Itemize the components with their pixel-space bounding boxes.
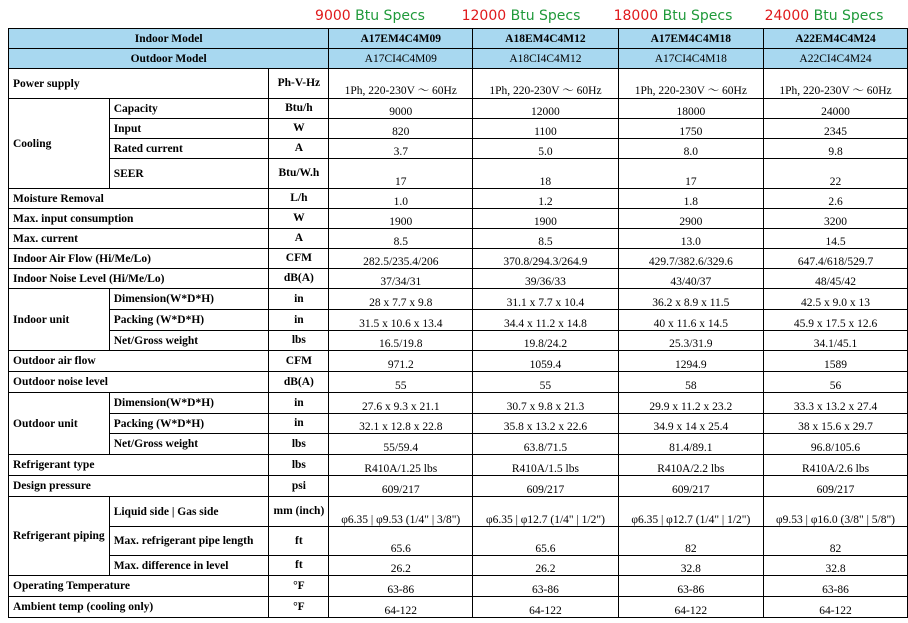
- row-value: 96.8/105.6: [764, 434, 908, 455]
- row-label: Indoor Noise Level (Hi/Me/Lo): [9, 269, 269, 289]
- row-value: 63-86: [473, 576, 618, 597]
- row-unit: in: [269, 414, 329, 434]
- row-unit: Btu/h: [269, 99, 329, 119]
- design-pressure-row: [9, 476, 908, 497]
- max-current-row: [9, 229, 908, 249]
- row-value: 1.8: [618, 189, 763, 209]
- indoor-unit-group-label: Indoor unit: [9, 289, 110, 351]
- row-label: Ambient temp (cooling only): [9, 597, 269, 618]
- outdoor-model-row: [9, 49, 908, 69]
- row-label: Outdoor noise level: [9, 372, 269, 393]
- row-value: 81.4/89.1: [618, 434, 763, 455]
- row-label: Net/Gross weight: [109, 331, 269, 351]
- row-label: Operating Temperature: [9, 576, 269, 597]
- row-value: 64-122: [329, 597, 473, 618]
- row-unit: lbs: [269, 455, 329, 476]
- spec-header-12000: [445, 6, 597, 26]
- row-value: R410A/1.25 lbs: [329, 455, 473, 476]
- row-value: 27.6 x 9.3 x 21.1: [329, 393, 473, 414]
- row-value: 82: [618, 527, 763, 556]
- row-unit: in: [269, 289, 329, 310]
- row-value: 8.0: [618, 139, 763, 159]
- row-value: 32.8: [618, 556, 763, 576]
- row-value: 5.0: [473, 139, 618, 159]
- row-unit: in: [269, 393, 329, 414]
- row-unit: A: [269, 139, 329, 159]
- row-value: 8.5: [473, 229, 618, 249]
- row-unit: °F: [269, 576, 329, 597]
- row-label: Capacity: [109, 99, 269, 119]
- operating-temp-row: [9, 576, 908, 597]
- row-value: φ6.35 | φ12.7 (1/4" | 1/2"): [618, 497, 763, 527]
- row-value: 55/59.4: [329, 434, 473, 455]
- row-value: 2345: [764, 119, 908, 139]
- row-label: Liquid side | Gas side: [109, 497, 269, 527]
- row-value: 16.5/19.8: [329, 331, 473, 351]
- piping-level-row: [9, 556, 908, 576]
- spec-header-unit: Btu Specs: [355, 8, 425, 24]
- row-value: 64-122: [764, 597, 908, 618]
- outdoor-model-label: Outdoor Model: [9, 49, 329, 69]
- outdoor-model-cell: A17CI4C4M09: [329, 49, 473, 69]
- row-value: 1589: [764, 351, 908, 372]
- row-value: 48/45/42: [764, 269, 908, 289]
- row-value: 63-86: [618, 576, 763, 597]
- row-value: 33.3 x 13.2 x 27.4: [764, 393, 908, 414]
- row-unit: Ph-V-Hz: [269, 69, 329, 99]
- row-value: 18: [473, 159, 618, 189]
- row-label: Refrigerant type: [9, 455, 269, 476]
- row-unit: W: [269, 209, 329, 229]
- piping-length-row: [9, 527, 908, 556]
- row-unit: mm (inch): [269, 497, 329, 527]
- row-value: φ6.35 | φ9.53 (1/4" | 3/8"): [329, 497, 473, 527]
- spec-header-unit: Btu Specs: [510, 8, 581, 24]
- row-value: 26.2: [329, 556, 473, 576]
- row-value: 1900: [329, 209, 473, 229]
- outdoor-weight-row: [9, 434, 908, 455]
- spec-header-unit: Btu Specs: [662, 8, 733, 24]
- indoor-model-cell: A17EM4C4M18: [618, 29, 763, 49]
- row-label: SEER: [109, 159, 269, 189]
- row-value: 31.1 x 7.7 x 10.4: [473, 289, 618, 310]
- row-value: 17: [329, 159, 473, 189]
- max-input-row: [9, 209, 908, 229]
- row-value: 609/217: [764, 476, 908, 497]
- cooling-group-label: Cooling: [9, 99, 110, 189]
- cooling-current-row: [9, 139, 908, 159]
- row-label: Packing (W*D*H): [109, 414, 269, 434]
- row-unit: °F: [269, 597, 329, 618]
- row-unit: ft: [269, 556, 329, 576]
- outdoor-packing-row: [9, 414, 908, 434]
- row-value: 14.5: [764, 229, 908, 249]
- row-label: Packing (W*D*H): [109, 310, 269, 331]
- row-value: 56: [764, 372, 908, 393]
- refrigerant-type-row: [9, 455, 908, 476]
- row-value: 3.7: [329, 139, 473, 159]
- row-value: 1Ph, 220-230V ～ 60Hz: [329, 69, 473, 99]
- row-value: 1294.9: [618, 351, 763, 372]
- indoor-airflow-row: [9, 249, 908, 269]
- spec-header-number: 18000: [613, 8, 659, 24]
- row-value: 64-122: [473, 597, 618, 618]
- row-label: Rated current: [109, 139, 269, 159]
- row-label: Moisture Removal: [9, 189, 269, 209]
- row-value: 63.8/71.5: [473, 434, 618, 455]
- row-label: Design pressure: [9, 476, 269, 497]
- row-label: Input: [109, 119, 269, 139]
- row-value: 12000: [473, 99, 618, 119]
- row-value: 1Ph, 220-230V ～ 60Hz: [764, 69, 908, 99]
- spec-header-number: 12000: [461, 8, 507, 24]
- row-value: 63-86: [329, 576, 473, 597]
- row-value: 19.8/24.2: [473, 331, 618, 351]
- row-label: Dimension(W*D*H): [109, 289, 269, 310]
- row-unit: Btu/W.h: [269, 159, 329, 189]
- indoor-model-cell: A18EM4C4M12: [473, 29, 618, 49]
- row-unit: ft: [269, 527, 329, 556]
- row-value: 28 x 7.7 x 9.8: [329, 289, 473, 310]
- row-value: 37/34/31: [329, 269, 473, 289]
- row-value: 1.0: [329, 189, 473, 209]
- row-value: R410A/2.6 lbs: [764, 455, 908, 476]
- outdoor-noise-row: [9, 372, 908, 393]
- row-value: 1Ph, 220-230V ～ 60Hz: [473, 69, 618, 99]
- spec-header-18000: [597, 6, 749, 26]
- row-value: 1059.4: [473, 351, 618, 372]
- row-value: 282.5/235.4/206: [329, 249, 473, 269]
- row-value: 22: [764, 159, 908, 189]
- row-label: Max. difference in level: [109, 556, 269, 576]
- row-value: 42.5 x 9.0 x 13: [764, 289, 908, 310]
- row-value: 32.8: [764, 556, 908, 576]
- row-value: 65.6: [473, 527, 618, 556]
- row-value: 3200: [764, 209, 908, 229]
- row-value: 820: [329, 119, 473, 139]
- spec-header-9000: [295, 6, 445, 26]
- spec-header-unit: Btu Specs: [813, 8, 884, 24]
- outdoor-model-cell: A18CI4C4M12: [473, 49, 618, 69]
- indoor-model-cell: A17EM4C4M09: [329, 29, 473, 49]
- row-value: 43/40/37: [618, 269, 763, 289]
- row-label: Max. input consumption: [9, 209, 269, 229]
- indoor-noise-row: [9, 269, 908, 289]
- power-supply-row: [9, 69, 908, 99]
- outdoor-unit-group-label: Outdoor unit: [9, 393, 110, 455]
- row-unit: CFM: [269, 249, 329, 269]
- row-value: 24000: [764, 99, 908, 119]
- row-value: 609/217: [473, 476, 618, 497]
- moisture-row: [9, 189, 908, 209]
- row-value: 40 x 11.6 x 14.5: [618, 310, 763, 331]
- cooling-input-row: [9, 119, 908, 139]
- row-value: φ6.35 | φ12.7 (1/4" | 1/2"): [473, 497, 618, 527]
- row-value: 1750: [618, 119, 763, 139]
- indoor-model-cell: A22EM4C4M24: [764, 29, 908, 49]
- row-value: 45.9 x 17.5 x 12.6: [764, 310, 908, 331]
- row-label: Outdoor air flow: [9, 351, 269, 372]
- row-value: φ9.53 | φ16.0 (3/8" | 5/8"): [764, 497, 908, 527]
- ambient-temp-row: [9, 597, 908, 618]
- refrigerant-piping-group-label: Refrigerant piping: [9, 497, 110, 576]
- row-value: 36.2 x 8.9 x 11.5: [618, 289, 763, 310]
- row-value: 9000: [329, 99, 473, 119]
- row-value: 82: [764, 527, 908, 556]
- row-value: 2900: [618, 209, 763, 229]
- row-value: 971.2: [329, 351, 473, 372]
- spec-header-number: 9000: [315, 8, 351, 24]
- row-unit: CFM: [269, 351, 329, 372]
- row-label: Max. current: [9, 229, 269, 249]
- row-value: 39/36/33: [473, 269, 618, 289]
- piping-liquid-gas-row: [9, 497, 908, 527]
- row-label: Power supply: [9, 69, 269, 99]
- row-value: 18000: [618, 99, 763, 119]
- row-unit: in: [269, 310, 329, 331]
- row-value: 609/217: [618, 476, 763, 497]
- row-value: 35.8 x 13.2 x 22.6: [473, 414, 618, 434]
- row-unit: psi: [269, 476, 329, 497]
- row-value: 2.6: [764, 189, 908, 209]
- cooling-capacity-row: [9, 99, 908, 119]
- row-value: 609/217: [329, 476, 473, 497]
- indoor-model-row: [9, 29, 908, 49]
- spec-header-number: 24000: [764, 8, 810, 24]
- row-value: 32.1 x 12.8 x 22.8: [329, 414, 473, 434]
- indoor-model-label: Indoor Model: [9, 29, 329, 49]
- row-value: 31.5 x 10.6 x 13.4: [329, 310, 473, 331]
- row-value: 370.8/294.3/264.9: [473, 249, 618, 269]
- row-unit: A: [269, 229, 329, 249]
- outdoor-dimension-row: [9, 393, 908, 414]
- row-value: 1.2: [473, 189, 618, 209]
- row-label: Indoor Air Flow (Hi/Me/Lo): [9, 249, 269, 269]
- row-value: 58: [618, 372, 763, 393]
- row-unit: dB(A): [269, 269, 329, 289]
- row-value: 647.4/618/529.7: [764, 249, 908, 269]
- row-unit: lbs: [269, 434, 329, 455]
- row-value: 429.7/382.6/329.6: [618, 249, 763, 269]
- row-unit: W: [269, 119, 329, 139]
- row-unit: dB(A): [269, 372, 329, 393]
- row-value: 34.9 x 14 x 25.4: [618, 414, 763, 434]
- row-value: 26.2: [473, 556, 618, 576]
- indoor-weight-row: [9, 331, 908, 351]
- row-value: 64-122: [618, 597, 763, 618]
- row-label: Net/Gross weight: [109, 434, 269, 455]
- spec-header-24000: [749, 6, 899, 26]
- row-value: 8.5: [329, 229, 473, 249]
- spec-table: [8, 28, 908, 618]
- outdoor-model-cell: A22CI4C4M24: [764, 49, 908, 69]
- row-value: 38 x 15.6 x 29.7: [764, 414, 908, 434]
- row-value: R410A/1.5 lbs: [473, 455, 618, 476]
- row-value: 1Ph, 220-230V ～ 60Hz: [618, 69, 763, 99]
- row-value: 55: [473, 372, 618, 393]
- row-value: R410A/2.2 lbs: [618, 455, 763, 476]
- row-value: 30.7 x 9.8 x 21.3: [473, 393, 618, 414]
- indoor-packing-row: [9, 310, 908, 331]
- row-value: 9.8: [764, 139, 908, 159]
- row-value: 17: [618, 159, 763, 189]
- row-value: 65.6: [329, 527, 473, 556]
- cooling-seer-row: [9, 159, 908, 189]
- row-value: 13.0: [618, 229, 763, 249]
- row-value: 29.9 x 11.2 x 23.2: [618, 393, 763, 414]
- indoor-dimension-row: [9, 289, 908, 310]
- row-value: 1900: [473, 209, 618, 229]
- row-value: 1100: [473, 119, 618, 139]
- row-label: Max. refrigerant pipe length: [109, 527, 269, 556]
- row-value: 34.1/45.1: [764, 331, 908, 351]
- row-value: 34.4 x 11.2 x 14.8: [473, 310, 618, 331]
- row-label: Dimension(W*D*H): [109, 393, 269, 414]
- row-value: 63-86: [764, 576, 908, 597]
- row-value: 25.3/31.9: [618, 331, 763, 351]
- row-value: 55: [329, 372, 473, 393]
- outdoor-airflow-row: [9, 351, 908, 372]
- outdoor-model-cell: A17CI4C4M18: [618, 49, 763, 69]
- row-unit: lbs: [269, 331, 329, 351]
- row-unit: L/h: [269, 189, 329, 209]
